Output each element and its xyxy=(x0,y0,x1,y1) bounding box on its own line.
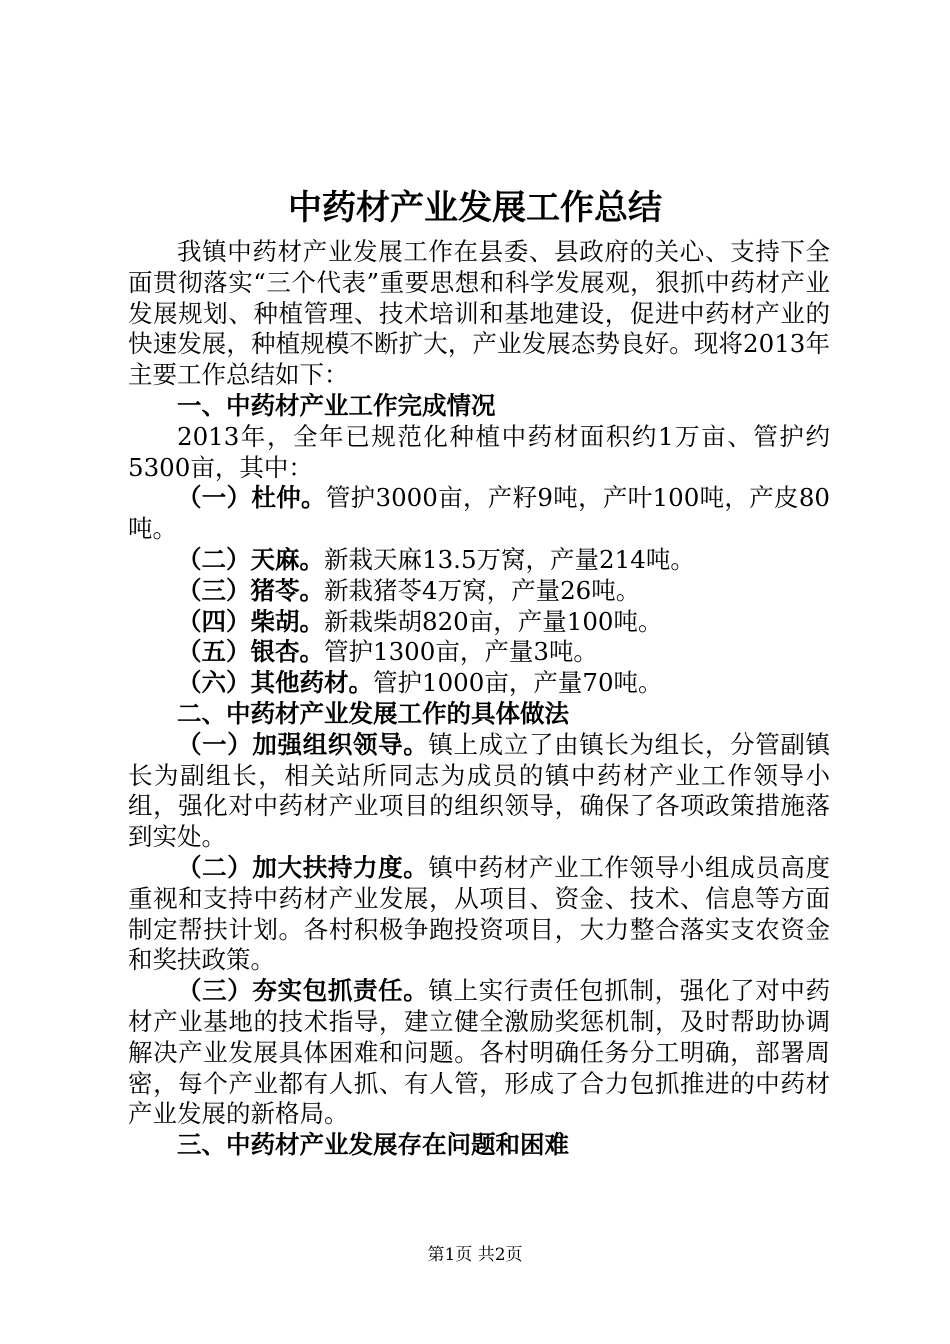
list-item xyxy=(128,576,830,607)
item-text: 镇上成立了由镇长为组长，分管副镇长为副组长，相关站所同志为成员的镇中药材产业工作领导小组，强化对中药材产业项目的组织领导，确保了各项政策措施落到实处。 xyxy=(128,729,831,852)
list-item xyxy=(128,483,830,545)
item-text: 管护1300亩，产量3吨。 xyxy=(324,637,598,667)
list-item xyxy=(128,730,830,853)
item-label: （三）猪苓。 xyxy=(177,575,324,605)
item-label: （五）银杏。 xyxy=(177,637,324,667)
item-label: （六）其他药材。 xyxy=(177,668,373,698)
document-title: 中药材产业发展工作总结 xyxy=(288,188,662,228)
section-heading-3: 三、中药材产业发展存在问题和困难 xyxy=(177,1130,569,1160)
section-heading-2: 二、中药材产业发展工作的具体做法 xyxy=(177,698,569,728)
list-item xyxy=(128,976,830,1130)
item-text: 新栽猪苓4万窝，产量26吨。 xyxy=(324,575,641,605)
item-text: 新栽柴胡820亩，产量100吨。 xyxy=(324,606,663,636)
list-item xyxy=(128,853,830,976)
item-text: 新栽天麻13.5万窝，产量214吨。 xyxy=(324,544,695,574)
item-text: 管护3000亩，产籽9吨，产叶100吨，产皮80吨。 xyxy=(128,483,831,544)
document-body xyxy=(128,237,830,1161)
item-text: 镇上实行责任包抓制，强化了对中药材产业基地的技术指导，建立健全激励奖惩机制，及时帮助协调解决产业发展具体困难和问题。各村明确任务分工明确，部署周密，每个产业都有人抓、有人管，形成了合力包抓推进的中药材产业发展的新格局。 xyxy=(128,976,831,1129)
section-heading-1: 一、中药材产业工作完成情况 xyxy=(177,390,496,420)
item-text: 管护1000亩，产量70吨。 xyxy=(373,668,663,698)
item-label: （二）加大扶持力度。 xyxy=(177,852,429,882)
page-footer: 第1页 共2页 xyxy=(427,1245,523,1265)
item-label: （二）天麻。 xyxy=(177,544,324,574)
intro-paragraph: 我镇中药材产业发展工作在县委、县政府的关心、支持下全面贯彻落实“三个代表”重要思想和科学发展观，狠抓中药材产业发展规划、种植管理、技术培训和基地建设，促进中药材产业的快速发展，种植规模不断扩大，产业发展态势良好。现将2013年主要工作总结如下： xyxy=(128,237,830,390)
list-item xyxy=(128,637,830,668)
item-text: 镇中药材产业工作领导小组成员高度重视和支持中药材产业发展，从项目、资金、技术、信息等方面制定帮扶计划。各村积极争跑投资项目，大力整合落实支农资金和奖扶政策。 xyxy=(128,852,831,975)
list-item xyxy=(128,607,830,638)
item-label: （四）柴胡。 xyxy=(177,606,324,636)
list-item xyxy=(128,668,830,699)
item-label: （一）杜仲。 xyxy=(177,483,326,513)
section1-summary: 2013年，全年已规范化种植中药材面积约1万亩、管护约5300亩，其中： xyxy=(128,421,830,482)
item-label: （三）夯实包抓责任。 xyxy=(177,976,429,1006)
item-label: （一）加强组织领导。 xyxy=(177,729,429,759)
list-item xyxy=(128,545,830,576)
